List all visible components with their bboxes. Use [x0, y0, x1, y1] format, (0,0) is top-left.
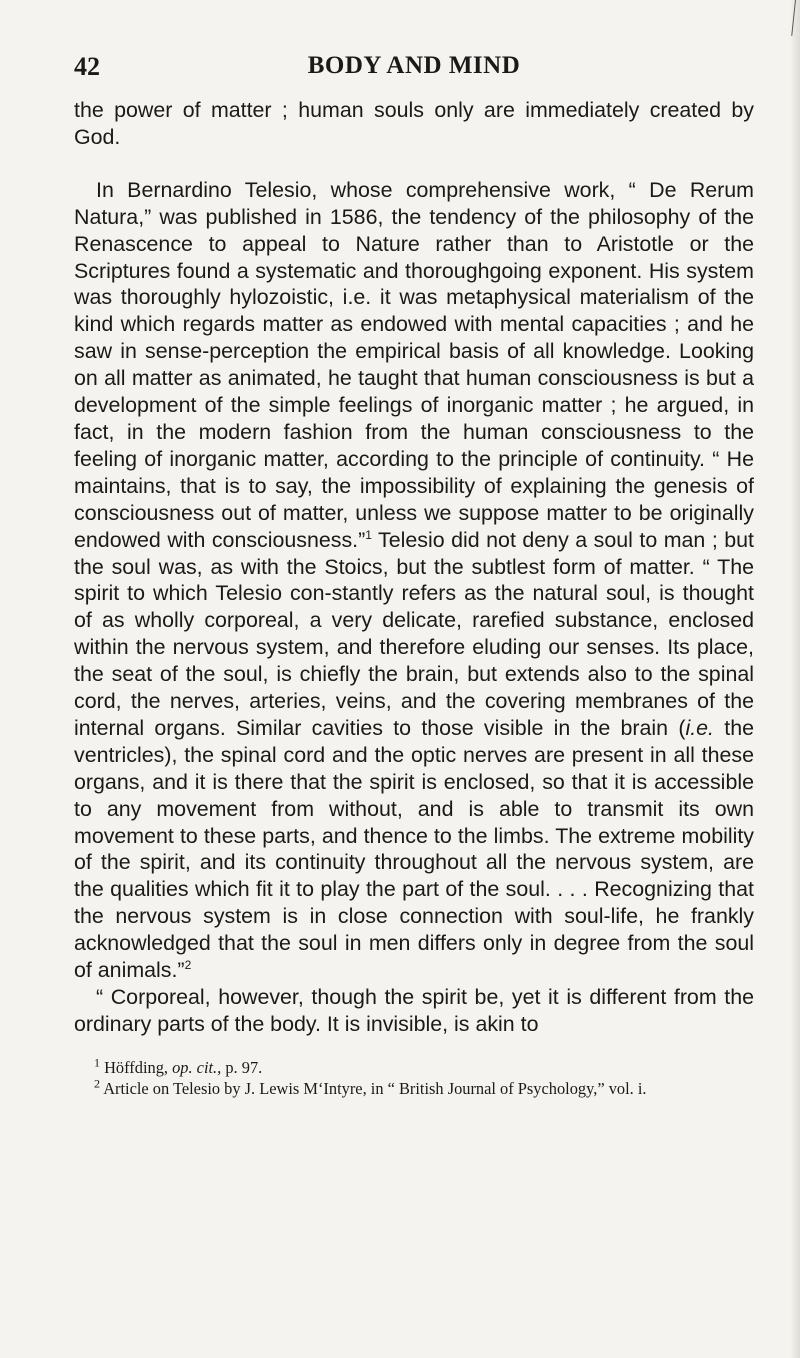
paragraph-corporeal: “ Corporeal, however, though the spirit be, yet it is different from the ordinary parts of the body. It is invisible, is akin to: [74, 985, 754, 1036]
footnote-1-marker: 1: [94, 1055, 100, 1070]
page-edge-shadow: [790, 0, 800, 1358]
footnote-2: [74, 1078, 754, 1099]
footnote-2-text: Article on Telesio by J. Lewis M‘Intyre, in “ British Journal of Psychology,” vol. i.: [100, 1079, 647, 1098]
paragraph-telesio: [74, 177, 754, 984]
footnote-ref-1: 1: [365, 527, 372, 542]
footnote-1: [74, 1057, 754, 1078]
paragraph-telesio-part-3: the ventricles), the spinal cord and the optic nerves are present in all these organs, and it is there that the spirit is enclosed, so that it is accessible to any movement from without, and is able to transmit its own movement to these parts, and thence to the limbs. The extreme mobility of the spirit, and its continuity throughout all the nervous system, are the qualities which fit it to play the part of the soul. . . . Recognizing that the nervous system is in close connection with soul-life, he frankly acknowledged that the soul in men differs only in degree from the soul of animals.”: [74, 715, 754, 983]
paragraph-telesio-part-1: In Bernardino Telesio, whose comprehensive work, “ De Rerum Natura,” was published in 1586, the tendency of the philosophy of the Renascence to appeal to Nature rather than to Aristotle or the Scriptures found a systematic and thoroughgoing exponent. His system was thoroughly hylozoistic, i.e. it was metaphysical materialism of the kind which regards matter as endowed with mental capacities ; and he saw in sense-perception the empirical basis of all knowledge. Looking on all matter as animated, he taught that human consciousness is but a development of the simple feelings of inorganic matter ; he argued, in fact, in the modern fashion from the human consciousness to the feeling of inorganic matter, according to the principle of continuity. “ He maintains, that is to say, the impossibility of explaining the genesis of consciousness out of matter, unless we suppose matter to be originally endowed with consciousness.”: [74, 177, 754, 552]
footnotes: [74, 1057, 754, 1099]
paragraph-telesio-ie: i.e.: [685, 715, 714, 740]
footnote-ref-2: 2: [184, 957, 192, 972]
running-head: [74, 52, 754, 88]
body-text: [74, 97, 754, 1038]
footnote-1-text-b: p. 97.: [221, 1058, 263, 1077]
footnote-1-text-a: Höffding,: [100, 1058, 173, 1077]
page-number: 42: [74, 52, 100, 81]
footnote-2-marker: 2: [94, 1076, 100, 1091]
paragraph-continuation: the power of matter ; human souls only are immediately created by God.: [74, 98, 754, 149]
footnote-1-italic: op. cit.,: [172, 1058, 222, 1077]
paragraph-telesio-part-2: Telesio did not deny a soul to man ; but the soul was, as with the Stoics, but the subtlest form of matter. “ The spirit to which Telesio con-stantly refers as the natural soul, is thought of as wholly corporeal, a very delicate, rarefied substance, enclosed within the nervous system, and therefore eluding our senses. Its place, the seat of the soul, is chiefly the brain, but extends also to the spinal cord, the nerves, arteries, veins, and the covering membranes of the internal organs. Similar cavities to those visible in the brain (: [74, 527, 755, 740]
page-title: BODY AND MIND: [307, 52, 521, 79]
